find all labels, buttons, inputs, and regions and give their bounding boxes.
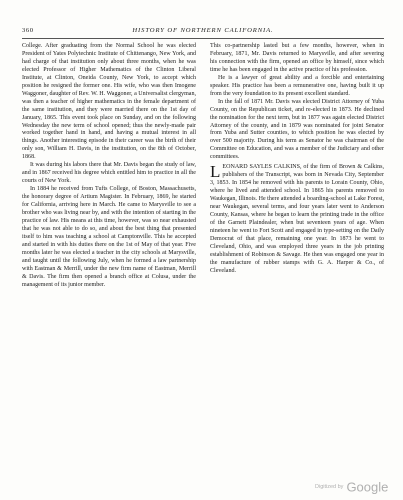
paragraph: It was during his labors there that Mr. Davis began the study of law, and in 1867 received his degree which entitled him to practice in all the courts of New York. [22,162,196,185]
biography-paragraph [210,164,384,275]
digitized-watermark [315,478,388,496]
paragraph: In the fall of 1871 Mr. Davis was elected District Attorney of Yuba County, on the Republican ticket, and re-elected in 1873. He declined the nomination for the next term, but in 1877 was again elected District Attorney of the county, and in 1879 was nominated for joint Senator from Yuba and Sutter counties, to which position he was elected by over 500 majority. During his term as Senator he was chairman of the Committee on Education, and was a member of the Judiciary and other committees. [210,98,384,161]
drop-cap: L [210,162,221,182]
paragraph: College. After graduating from the Normal School he was elected President of Yates Polytechnic Institute of Chittenango, New York, and had charge of that institution only about three months, when he was elected Professor of Higher Mathematics of the Clinton Liberal Institute, at Clinton, Oneida County, New York, to accept which position he resigned the former one. His wife, who was then Imogene Waggoner, daughter of Rev. W. H. Waggoner, a Universalist clergyman, was then a teacher of higher mathematics in the female department of the same institution, and they were married there on the 1st day of January, 1865. This event took place on Sunday, and on the following Wednesday the new term of school opened; thus the newly-made pair worked together hand in hand, and having a mutual interest in all things. Another interesting episode in their career was the birth of their only son, William H. Davis, in the institution, on the 8th of October, 1868. [22,43,196,161]
paragraph: He is a lawyer of great ability and a forcible and entertaining speaker. His practice has been a remunerative one, having built it up from the very foundation to its present excellent standard. [210,74,384,97]
running-title: HISTORY OF NORTHERN CALIFORNIA. [132,27,274,34]
watermark-small-text: Digitized by [315,483,344,490]
google-logo: Google [346,479,389,495]
biography-text: EONARD SAYLES CALKINS, of the firm of Brown & Calkins, publishers of the Transcript, was born in Nevada City, September 3, 1853. In 1854 he removed with his parents to Lorain County, Ohio, where he lived and attended school. In 1865 his parents removed to Waukegan, Illinois. He there attended a boarding-school at Lake Forest, near Waukegan, several terms, and four years later went to Anderson County, Kansas, where he began to learn the printing trade in the office of the Garnett Plaindealer, when but seventeen years of age. When nineteen he went to Fort Scott and engaged in type-setting on the Daily Democrat of that place, remaining one year. In 1873 he went to Cleveland, Ohio, and was employed three years in the job printing establishment of Robinson & Savage. He then was engaged one year in the manufacture of rubber stamps with G. A. Harper & Co., of Cleveland. [210,164,384,274]
right-column [210,43,384,276]
paragraph: This co-partnership lasted but a few months, however, when in February, 1871, Mr. Davis returned to Marysville, and after severing his connection with the firm, opened an office by himself, since which time he has been engaged in the active practice of his profession. [210,43,384,73]
paragraph: In 1884 he received from Tufts College, of Boston, Massachusetts, the honorary degree of Artium Magister. In February, 1869, he started for California, arriving here in March. He came to Marysville to see a brother who was living near by, and with the intention of starting in the practice of law. His means at this time, however, was so near exhausted that he was not able to do so, and about the best thing that presented itself to him was teaching a school at Camptonville. This he accepted and started in with his duties there on the 1st of May of that year. Five months later he was elected a teacher in the city schools at Marysville, and taught until the following July, when he formed a law partnership with Eastman & Merrill, under the new firm name of Eastman, Merrill & Davis. The firm then opened a branch office at Colusa, under the management of its junior member. [22,186,196,288]
header-rule [22,38,384,39]
page-number: 360 [22,27,34,34]
left-column [22,43,196,290]
